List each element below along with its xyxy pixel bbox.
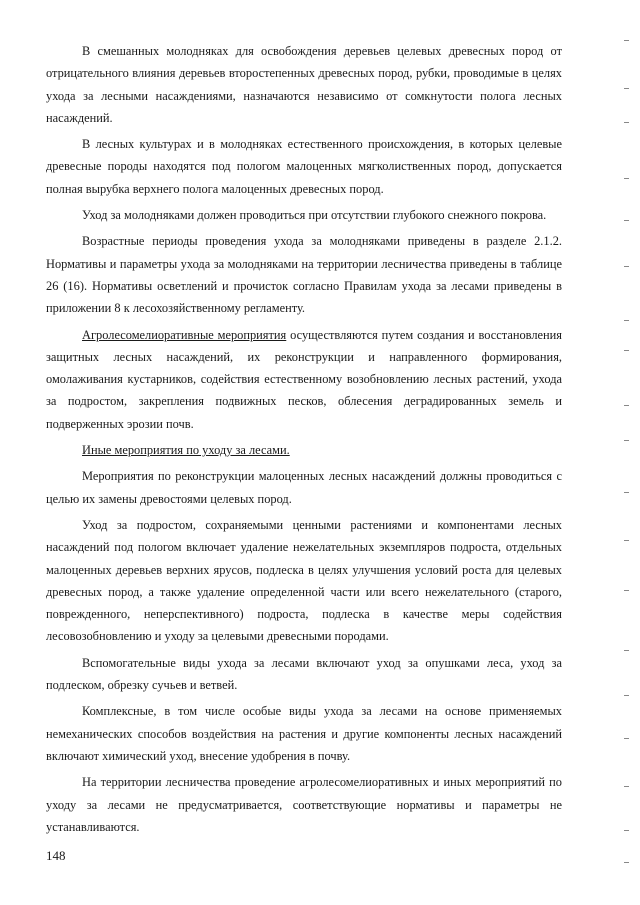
paragraph-snow-cover: Уход за молодняками должен проводиться при отсутствии глубокого снежного покрова. [82, 208, 547, 223]
scan-edge-marks [624, 30, 630, 870]
paragraph-mixed-young-stands: В смешанных молодняках для освобождения деревьев целевых древесных пород от отрицательного влияния деревьев второстепенных древесных пород, рубки, проводимые в целях ухода за лесными насаждениями, назначаются независимо от сомкнутости полога лесных насаждений. [46, 44, 562, 125]
paragraph-agroforestry [46, 324, 562, 435]
document-body [46, 40, 562, 842]
other-measures-heading [46, 439, 562, 461]
paragraph-reconstruction: Мероприятия по реконструкции малоценных лесных насаждений должны проводиться с целью их замены древостоями целевых пород. [46, 469, 562, 506]
page-number: 148 [46, 848, 66, 863]
paragraph-not-planned: На территории лесничества проведение агролесомелиоративных и иных мероприятий по уходу за лесами не предусматривается, соответствующие нормативы и параметры не устанавливаются. [46, 775, 562, 834]
other-measures-heading-text: Иные мероприятия по уходу за лесами. [82, 443, 290, 458]
paragraph-age-periods: Возрастные периоды проведения ухода за молодняками приведены в разделе 2.1.2. Нормативы и параметры ухода за молодняками на территории лесничества приведены в таблице 26 (16). Нормативы осветлений и прочисток согласно Правилам ухода за лесами приведены в приложении 8 к лесохозяйственному регламенту. [46, 234, 562, 316]
agroforestry-text: осуществляются путем создания и восстановления защитных лесных насаждений, их реконструкции и направленного формирования, омолаживания кустарников, содействия естественному возобновлению лесных растений, ухода за подростом, закрепления подвижных песков, облесения деградированных земель и подверженных эрозии почв. [46, 327, 563, 431]
paragraph-complex-care: Комплексные, в том числе особые виды ухода за лесами на основе применяемых немеханических способов воздействия на растения и другие компоненты лесных насаждений включают химический уход, внесение удобрения в почву. [46, 704, 562, 763]
paragraph-undergrowth-care: Уход за подростом, сохраняемыми ценными растениями и компонентами лесных насаждений под пологом включает удаление нежелательных экземпляров подроста, отдельных малоценных деревьев верхних ярусов, подлеска в целях улучшения условий роста для целевых древесных пород, а также удаление определенной части или всего нежелательного (старого, поврежденного, неперспективного) подроста, подлеска в качестве меры содействия лесовозобновлению и уходу за целевыми древесными породами. [46, 517, 562, 644]
agroforestry-heading: Агролесомелиоративные мероприятия [82, 327, 287, 342]
paragraph-forest-cultures: В лесных культурах и в молодняках естественного происхождения, в которых целевые древесные породы находятся под пологом малоценных мягколиственных пород, допускается полная вырубка верхнего полога малоценных древесных пород. [46, 137, 562, 196]
paragraph-auxiliary-care: Вспомогательные виды ухода за лесами включают уход за опушками леса, уход за подлеском, обрезку сучьев и ветвей. [46, 655, 562, 693]
